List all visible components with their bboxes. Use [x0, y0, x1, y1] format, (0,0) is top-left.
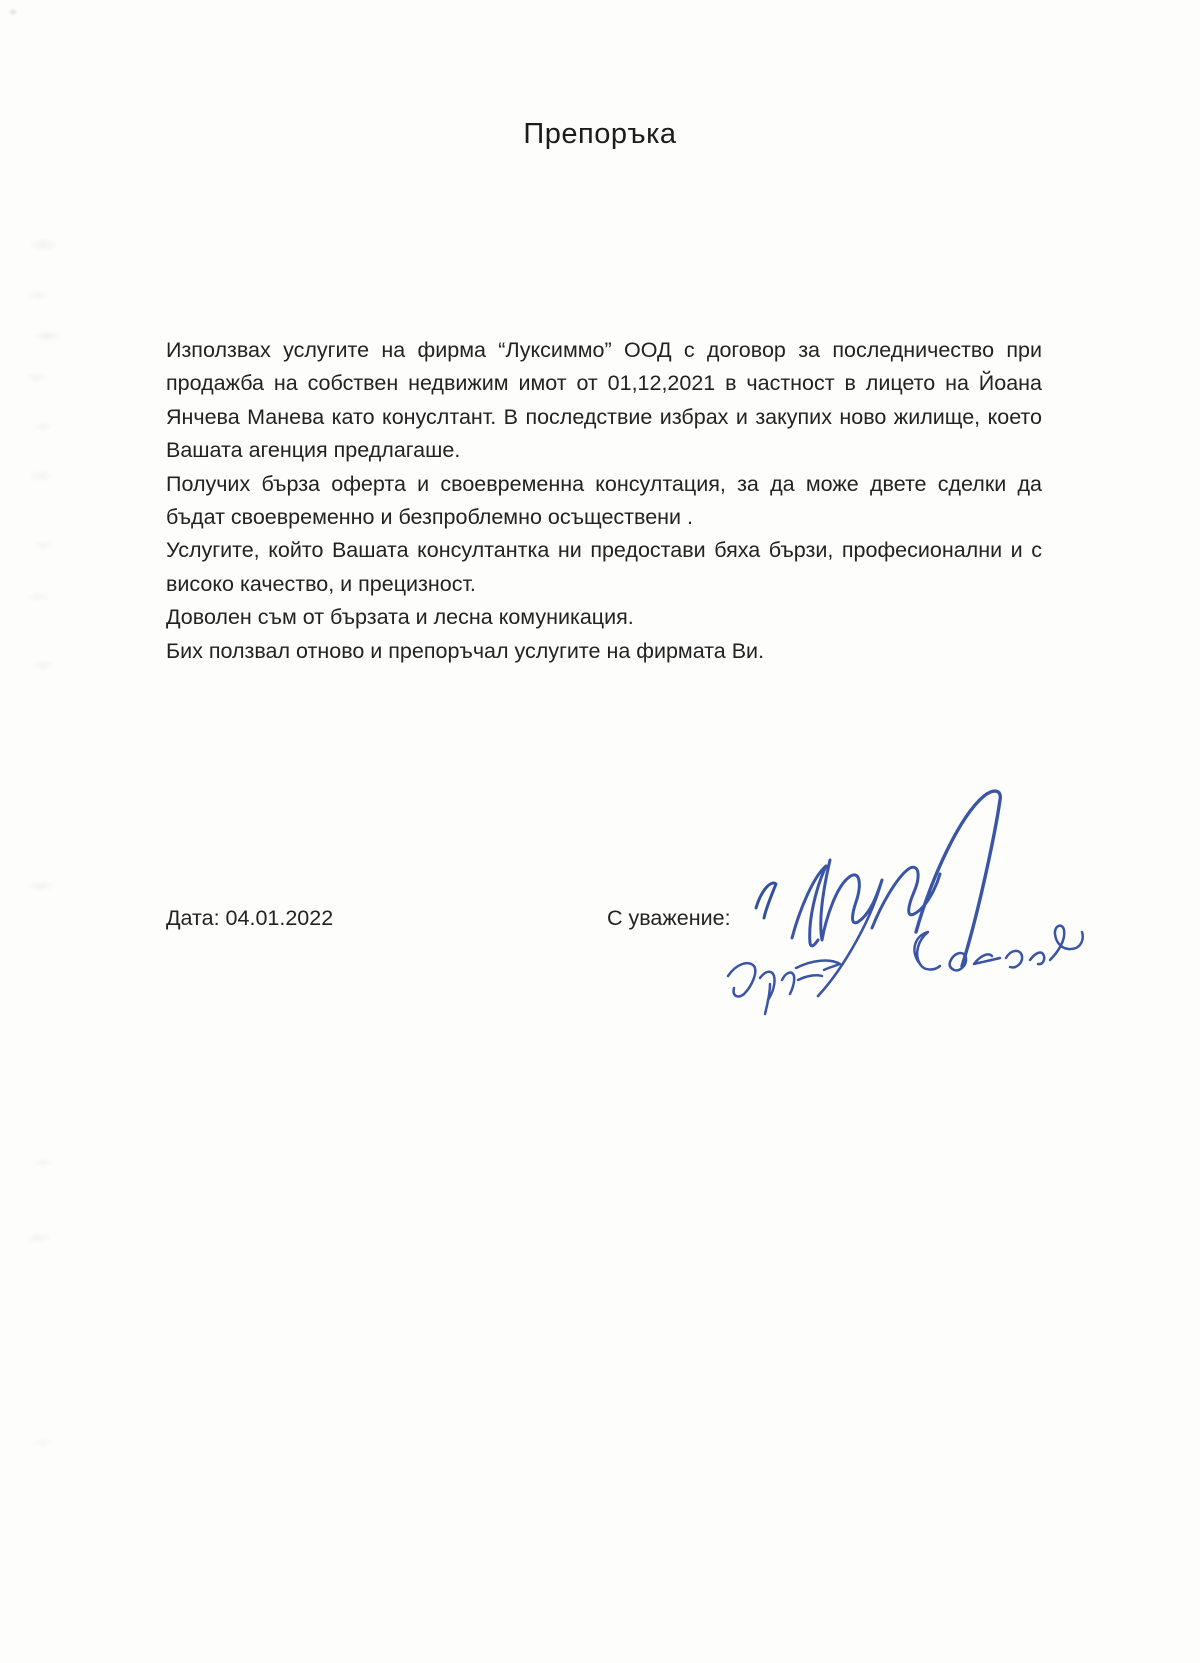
paragraph-4: Доволен съм от бързата и лесна комуникация.	[166, 605, 634, 630]
scan-artifact	[8, 8, 18, 16]
handwritten-signature	[712, 768, 1112, 1018]
scan-artifact	[26, 290, 50, 301]
scan-artifact	[28, 470, 54, 482]
page-title: Препоръка	[523, 118, 677, 150]
scan-artifact	[30, 660, 56, 671]
scan-artifact	[24, 372, 50, 383]
paragraph-2: Получих бърза оферта и своевременна консултация, за да може двете сделки да бъдат своевременно и безпроблемно осъществени .	[166, 471, 1042, 530]
scan-artifact	[30, 1438, 54, 1448]
date-label: Дата: 04.01.2022	[166, 906, 334, 930]
letter-body	[166, 334, 1042, 668]
scan-artifact	[26, 592, 50, 602]
scan-artifact	[28, 238, 58, 252]
signature-icon	[712, 768, 1112, 1018]
closing-label: С уважение:	[607, 906, 731, 930]
paragraph-3: Услугите, който Вашата консултантка ни предостави бяха бързи, професионални и с високо качество, и прецизност.	[166, 538, 1042, 596]
scan-artifact	[32, 540, 54, 550]
scan-artifact	[32, 330, 62, 342]
paragraph-1: Използвах услугите на фирма “Луксиммо” ООД с договор за последничество при продажба на собствен недвижим имот от 01,12,2021 в частност в лицето на Йоана Янчева Манева като конуслтант. В последствие избрах и закупих ново жилище, което Вашата агенция предлагаше.	[166, 338, 1042, 463]
paragraph-5: Бих ползвал отново и препоръчал услугите на фирмата Ви.	[166, 638, 765, 663]
scan-artifact	[26, 880, 56, 892]
scan-artifact	[24, 1232, 52, 1244]
scan-artifact	[30, 1158, 56, 1168]
scan-artifact	[30, 422, 54, 432]
